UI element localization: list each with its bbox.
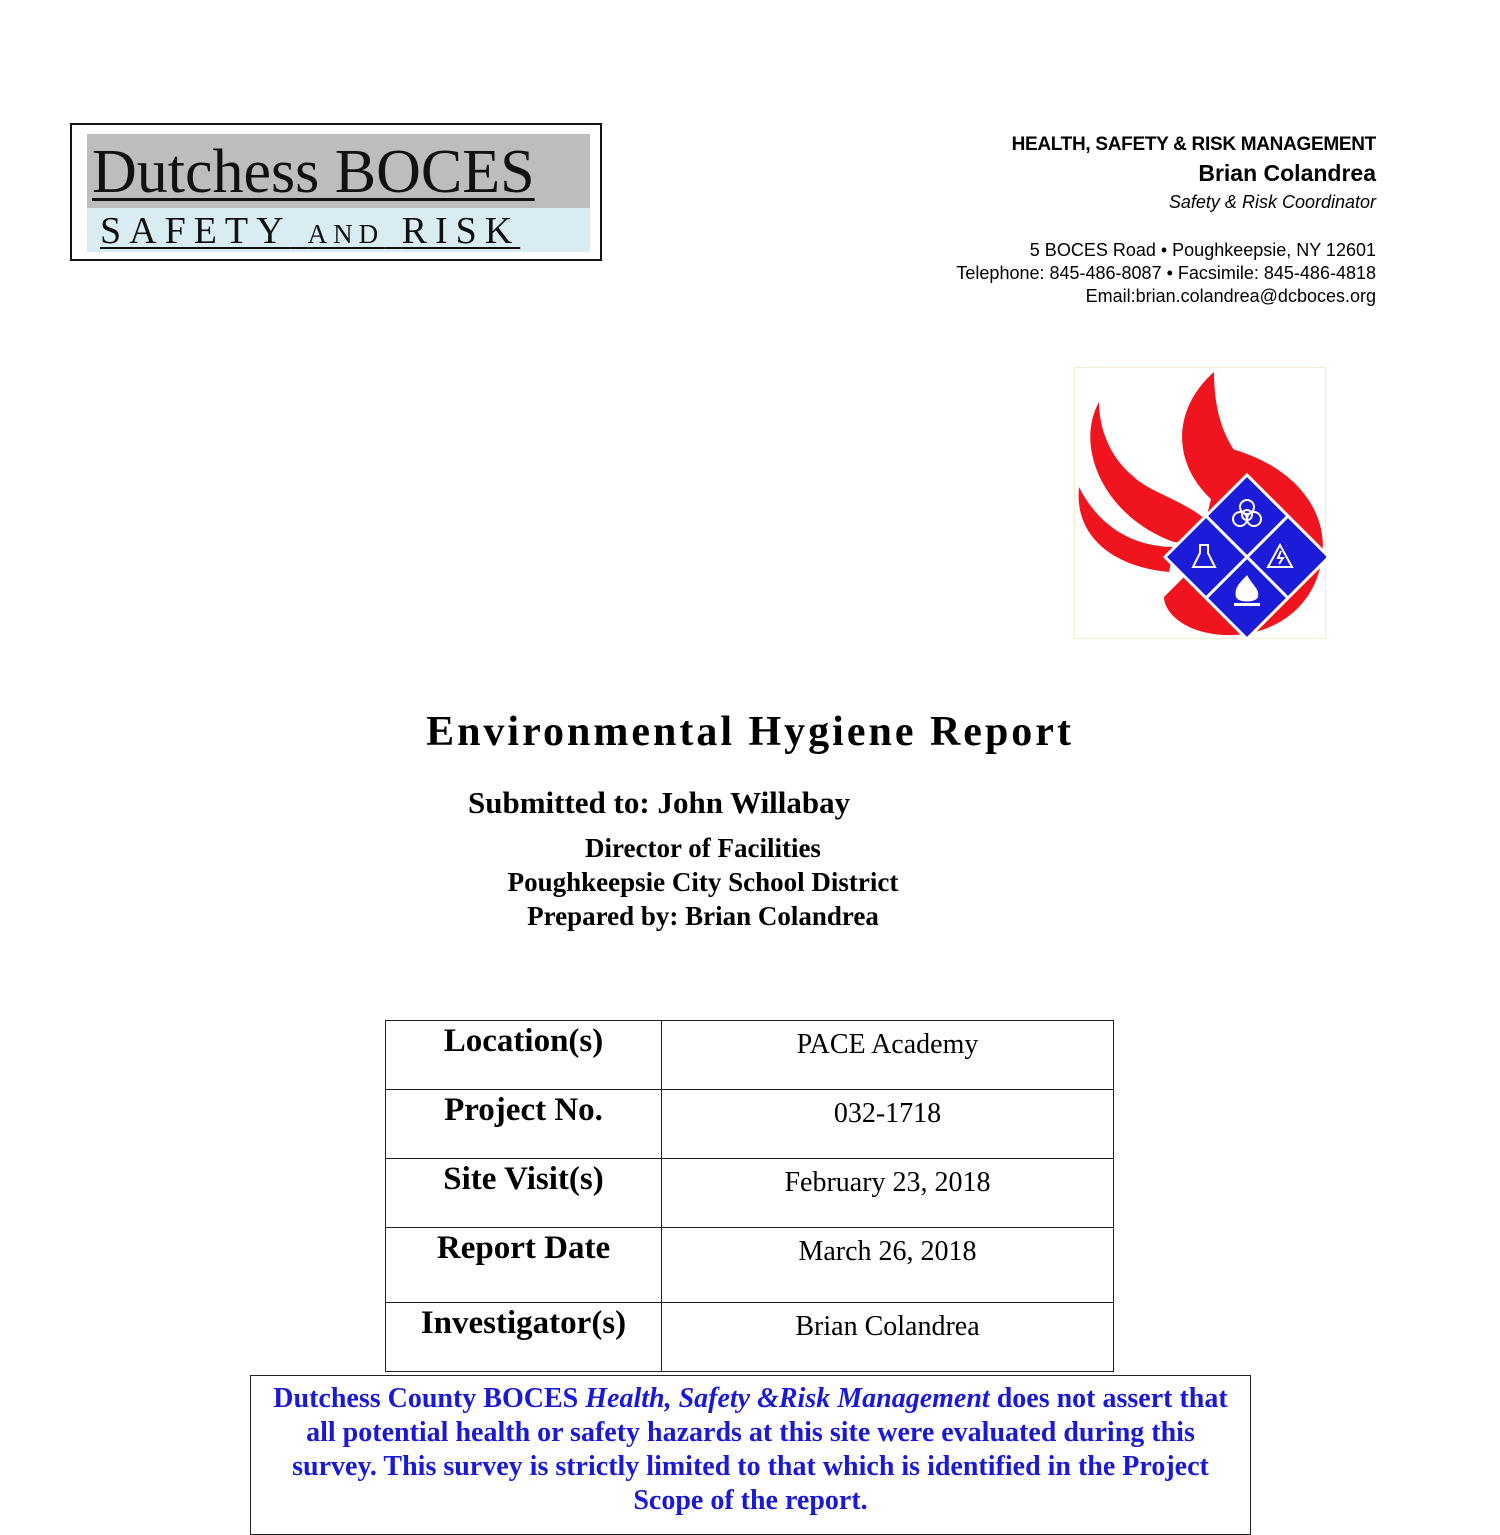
table-label: Report Date [386, 1228, 662, 1303]
disclaimer-box [250, 1375, 1251, 1535]
disclaimer-dept: Health, Safety &Risk Management [585, 1383, 990, 1414]
table-row [386, 1090, 1114, 1159]
table-label: Investigator(s) [386, 1303, 662, 1372]
table-value: February 23, 2018 [662, 1159, 1114, 1228]
submitted-to: Submitted to: John Willabay [468, 785, 851, 820]
logo-sub-risk: RISK [401, 210, 521, 252]
table-label: Project No. [386, 1090, 662, 1159]
table-row [386, 1021, 1114, 1090]
disclaimer-text: does not assert that all potential health or safety hazards at this site were evaluated during this survey. This survey is strictly limited to that which is identified in the Project Scope of the report. [292, 1383, 1228, 1516]
letterhead-phone: Telephone: 845-486-8087 • Facsimile: 845-486-4818 [956, 263, 1376, 283]
report-info-table [385, 1020, 1114, 1372]
table-value: 032-1718 [662, 1090, 1114, 1159]
table-row [386, 1303, 1114, 1372]
logo-subtitle [100, 209, 520, 256]
table-label: Location(s) [386, 1021, 662, 1090]
logo-sub-and: AND [307, 219, 385, 249]
report-title: Environmental Hygiene Report [426, 709, 1074, 755]
letterhead-address: 5 BOCES Road • Poughkeepsie, NY 12601 [1029, 240, 1376, 260]
organization-logo [70, 123, 602, 261]
table-row [386, 1159, 1114, 1228]
letterhead-email: Email:brian.colandrea@dcboces.org [1085, 286, 1376, 306]
logo-sub-safety: SAFETY [100, 210, 291, 252]
table-value: March 26, 2018 [662, 1228, 1114, 1303]
hazard-emblem-icon [1074, 367, 1326, 639]
letterhead-name: Brian Colandrea [1198, 160, 1376, 186]
table-value: PACE Academy [662, 1021, 1114, 1090]
letterhead-department: HEALTH, SAFETY & RISK MANAGEMENT [1011, 134, 1376, 155]
table-value: Brian Colandrea [662, 1303, 1114, 1372]
table-label: Site Visit(s) [386, 1159, 662, 1228]
recipient-title: Director of Facilities [585, 833, 821, 863]
table-row [386, 1228, 1114, 1303]
letterhead-role: Safety & Risk Coordinator [1168, 192, 1376, 212]
logo-title: Dutchess BOCES [92, 138, 535, 206]
prepared-by: Prepared by: Brian Colandrea [527, 901, 879, 931]
disclaimer-org: Dutchess County BOCES [273, 1383, 579, 1414]
school-district: Poughkeepsie City School District [507, 867, 899, 897]
